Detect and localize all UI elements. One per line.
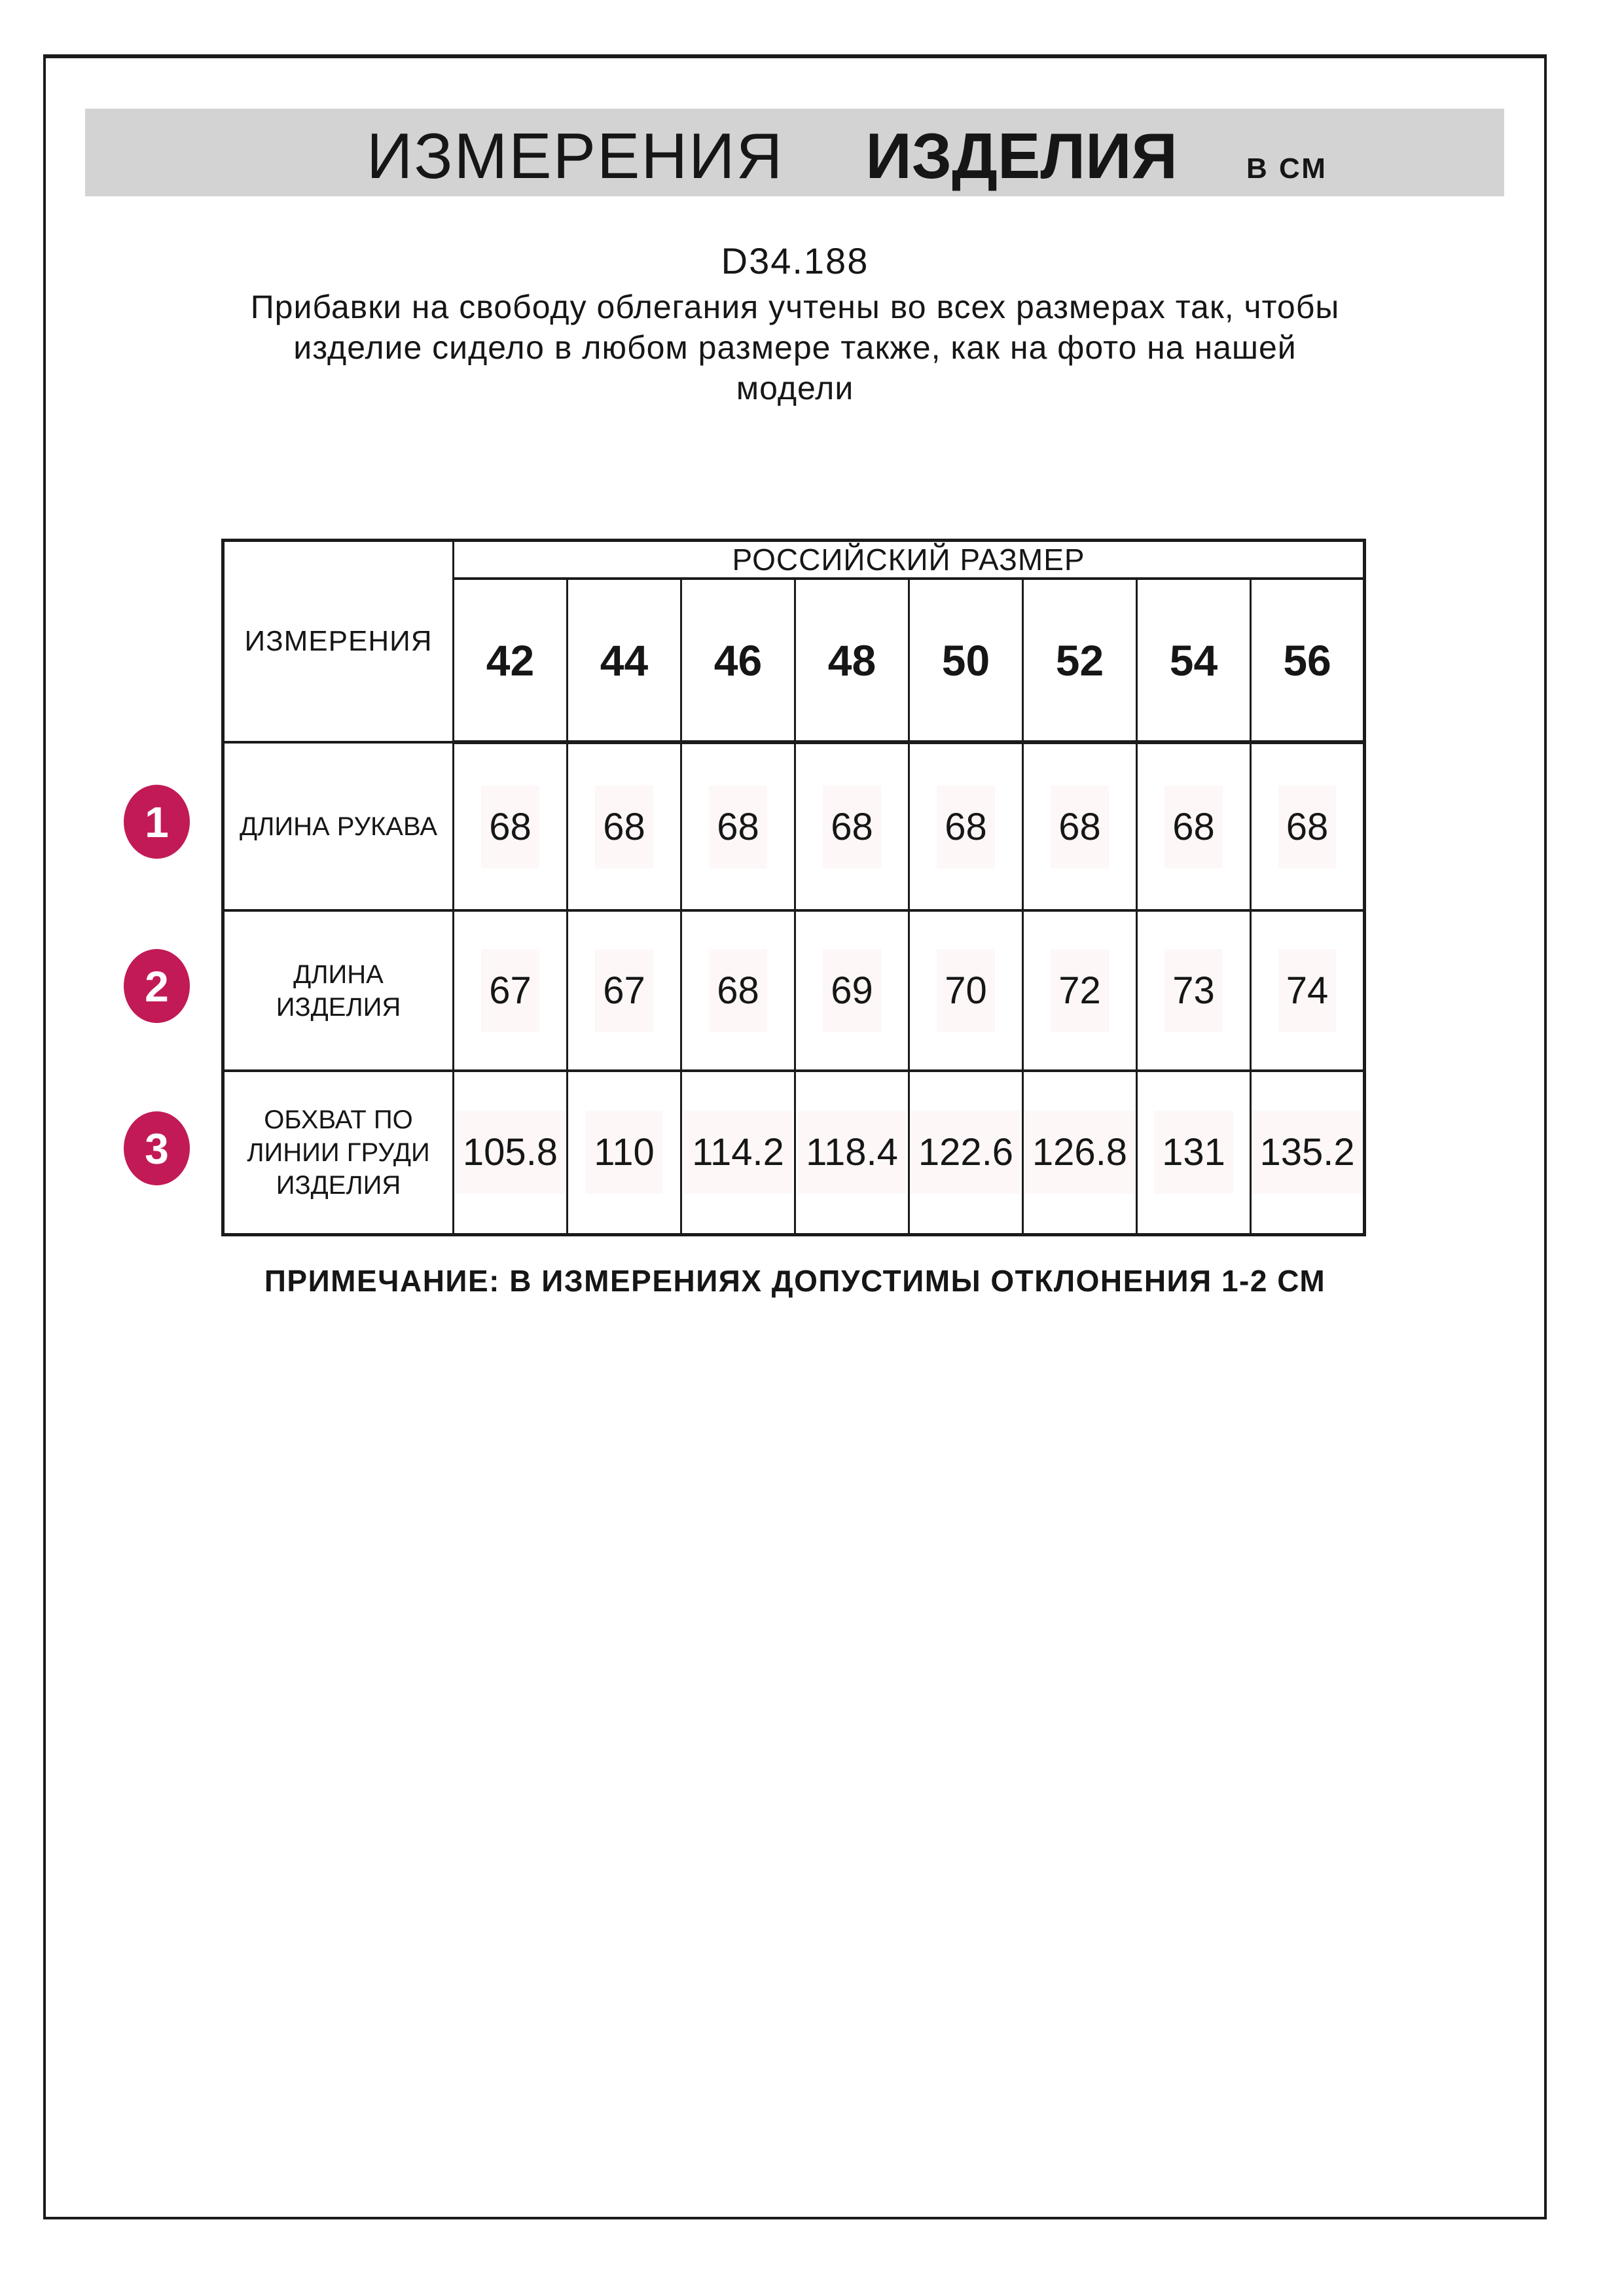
row-number-badge: 1 — [124, 785, 190, 859]
value-cell — [1023, 742, 1137, 910]
value-cell — [1137, 742, 1251, 910]
title-secondary: ИЗДЕЛИЯ — [865, 120, 1178, 192]
value-cell — [1023, 910, 1137, 1071]
value-cell — [795, 742, 909, 910]
size-header-cell: 50 — [909, 579, 1023, 742]
value-cell — [454, 742, 568, 910]
size-header-cell: 56 — [1251, 579, 1365, 742]
model-code: D34.188 — [721, 240, 869, 281]
value-text: 68 — [1164, 785, 1223, 869]
value-cell — [909, 742, 1023, 910]
description-line: изделие сидело в любом размере также, как на фото на нашей — [293, 329, 1297, 366]
value-text: 73 — [1164, 949, 1223, 1032]
size-header-cell: 54 — [1137, 579, 1251, 742]
value-cell — [568, 910, 681, 1071]
table-row — [223, 1071, 1365, 1234]
value-text: 72 — [1051, 949, 1109, 1032]
size-group-header-cell: РОССИЙСКИЙ РАЗМЕР — [454, 541, 1365, 579]
value-text: 68 — [595, 785, 653, 869]
value-text: 122.6 — [911, 1111, 1021, 1194]
value-cell — [681, 742, 795, 910]
value-cell — [681, 1071, 795, 1234]
measurements-header-cell: ИЗМЕРЕНИЯ — [223, 541, 454, 743]
value-text: 70 — [937, 949, 995, 1032]
value-cell — [1023, 1071, 1137, 1234]
value-text: 110 — [586, 1111, 662, 1194]
value-cell — [1137, 910, 1251, 1071]
title-primary: ИЗМЕРЕНИЯ — [367, 120, 784, 192]
value-cell — [1251, 742, 1365, 910]
row-number-badge: 2 — [124, 949, 190, 1023]
value-text: 131 — [1154, 1111, 1233, 1194]
value-cell — [1251, 910, 1365, 1071]
note: ПРИМЕЧАНИЕ: В ИЗМЕРЕНИЯХ ДОПУСТИМЫ ОТКЛОНЕНИЯ 1-2 СМ — [264, 1264, 1326, 1298]
value-text: 68 — [823, 785, 881, 869]
value-cell — [568, 1071, 681, 1234]
row-label-line: ОБХВАТ ПО — [264, 1105, 413, 1134]
title-bar — [85, 109, 1504, 196]
table-row — [223, 910, 1365, 1071]
size-header-cell: 42 — [454, 579, 568, 742]
size-table — [221, 539, 1366, 1236]
size-header-cell: 46 — [681, 579, 795, 742]
value-text: 74 — [1278, 949, 1337, 1032]
value-cell — [1251, 1071, 1365, 1234]
description — [43, 287, 1547, 408]
row-label-line: ДЛИНА — [293, 960, 384, 989]
value-text: 114.2 — [684, 1111, 792, 1194]
value-cell — [795, 910, 909, 1071]
value-text: 67 — [481, 949, 539, 1032]
value-text: 118.4 — [798, 1111, 906, 1194]
value-cell — [454, 1071, 568, 1234]
value-cell — [1137, 1071, 1251, 1234]
value-cell — [681, 910, 795, 1071]
size-header-cell: 52 — [1023, 579, 1137, 742]
table-header-row — [223, 541, 1365, 579]
value-text: 68 — [937, 785, 995, 869]
value-text: 135.2 — [1252, 1111, 1362, 1194]
row-label-line: ИЗДЕЛИЯ — [276, 992, 401, 1022]
description-line: модели — [736, 370, 854, 406]
value-cell — [568, 742, 681, 910]
row-label-cell — [223, 1071, 454, 1234]
value-text: 68 — [709, 949, 767, 1032]
size-header-cell: 44 — [568, 579, 681, 742]
value-cell — [909, 1071, 1023, 1234]
row-label-line: ДЛИНА РУКАВА — [240, 812, 437, 841]
value-text: 126.8 — [1024, 1111, 1135, 1194]
value-text: 67 — [595, 949, 653, 1032]
value-cell — [795, 1071, 909, 1234]
row-label-cell — [223, 910, 454, 1071]
value-cell — [909, 910, 1023, 1071]
row-label-line: ЛИНИИ ГРУДИ — [247, 1138, 430, 1167]
value-cell — [454, 910, 568, 1071]
value-text: 68 — [1278, 785, 1337, 869]
size-header-cell: 48 — [795, 579, 909, 742]
value-text: 69 — [823, 949, 881, 1032]
row-label-cell — [223, 742, 454, 910]
value-text: 105.8 — [455, 1111, 566, 1194]
row-label-line: ИЗДЕЛИЯ — [276, 1170, 401, 1200]
description-line: Прибавки на свободу облегания учтены во всех размерах так, чтобы — [250, 289, 1340, 325]
value-text: 68 — [481, 785, 539, 869]
table-row — [223, 742, 1365, 910]
value-text: 68 — [709, 785, 767, 869]
value-text: 68 — [1051, 785, 1109, 869]
row-number-badge: 3 — [124, 1111, 190, 1185]
title-unit: В СМ — [1246, 152, 1327, 185]
